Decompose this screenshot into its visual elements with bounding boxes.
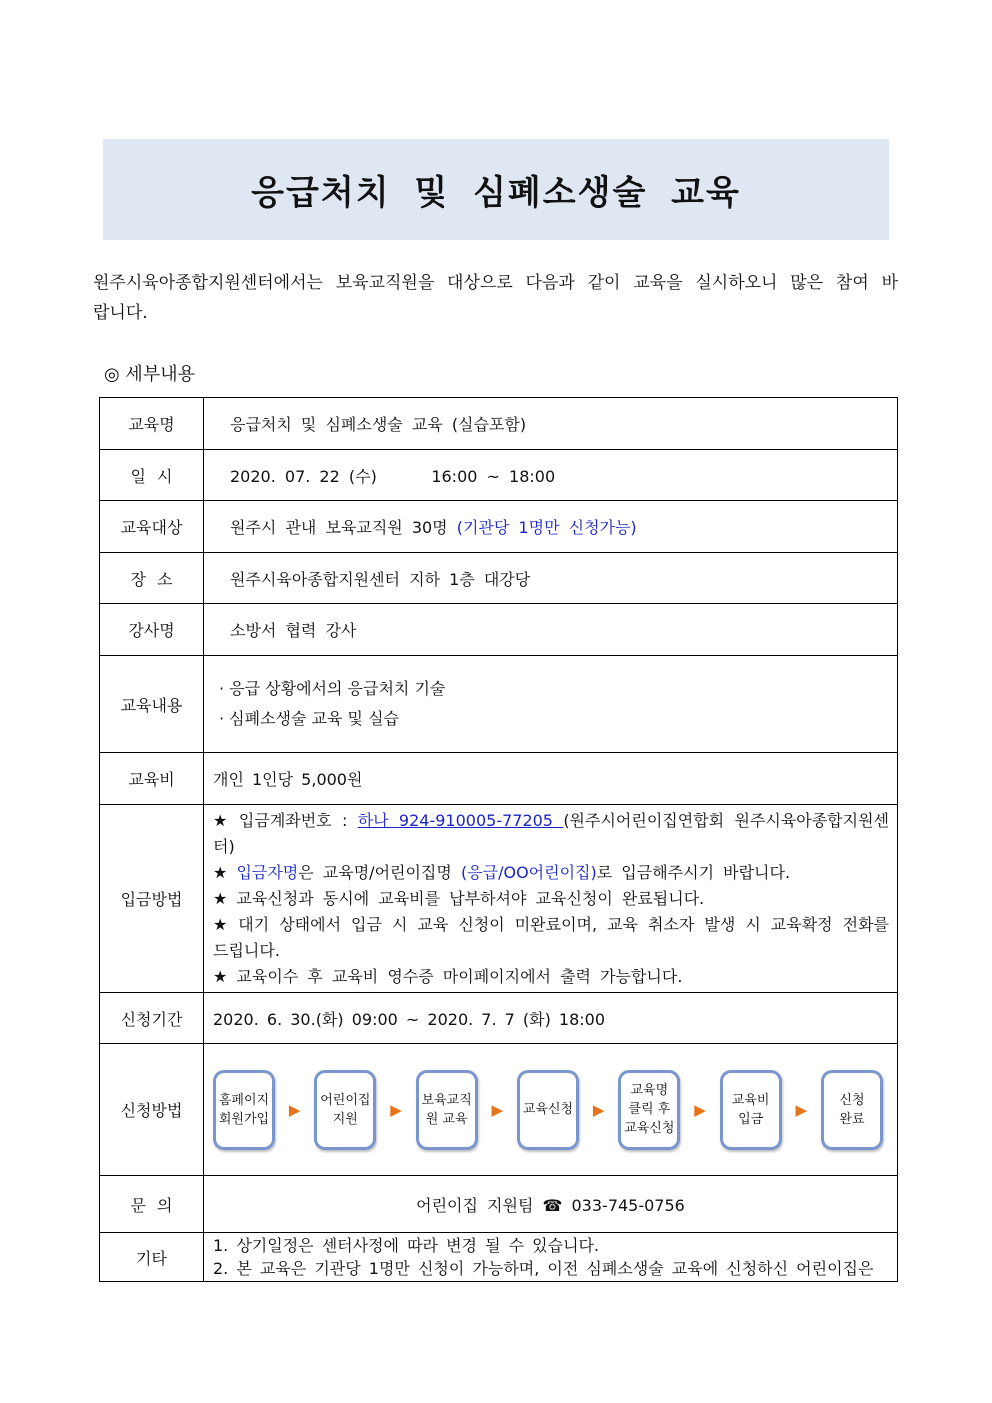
step-complete [821, 1070, 883, 1150]
value-target [204, 501, 898, 553]
row-course-name [100, 398, 898, 450]
details-table [99, 397, 898, 1282]
value-payment [204, 805, 898, 993]
payment-line-3: ★ 교육신청과 동시에 교육비를 납부하셔야 교육신청이 완료됩니다. [213, 888, 705, 908]
step-text: 교육신청 [522, 1102, 574, 1117]
value-period: 2020. 6. 30.(화) 09:00 ~ 2020. 7. 7 (화) 18:00 [204, 993, 898, 1044]
payment-depositor-line [213, 860, 889, 886]
step-text: 교육명 [630, 1083, 669, 1098]
etc-line: 2. 본 교육은 기관당 1명만 신청이 가능하며, 이전 심폐소생술 교육에 신청하신 어린이집은 [213, 1259, 874, 1278]
etc-line: 1. 상기일정은 센터사정에 따라 변경 될 수 있습니다. [213, 1236, 600, 1255]
page-title: 응급처치 및 심폐소생술 교육 [251, 173, 741, 213]
label-etc: 기타 [100, 1233, 204, 1282]
arrow-icon: ▶ [288, 1100, 301, 1119]
target-text: 원주시 관내 보육교직원 30명 [230, 518, 457, 537]
step-click-course [618, 1070, 680, 1150]
row-etc [100, 1233, 898, 1282]
payment-account-line [213, 808, 889, 860]
step-homepage-signup [213, 1070, 275, 1150]
title-banner [103, 139, 889, 240]
row-place [100, 553, 898, 604]
account-link[interactable]: 하나 924-910005-77205 [357, 810, 564, 830]
label-content: 교육내용 [100, 656, 204, 753]
payment-line-5: ★ 교육이수 후 교육비 영수증 마이페이지에서 출력 가능합니다. [213, 966, 683, 986]
arrow-icon: ▶ [592, 1100, 605, 1119]
intro-text: 원주시육아종합지원센터에서는 보육교직원을 대상으로 다음과 같이 교육을 실시하오니 많은 참여 바랍니다. [93, 273, 898, 323]
row-fee [100, 753, 898, 805]
row-method [100, 1044, 898, 1176]
account-prefix: ★ 입금계좌번호 : [213, 810, 358, 830]
arrow-icon: ▶ [390, 1100, 402, 1119]
value-etc [204, 1233, 898, 1282]
step-apply-education [517, 1070, 579, 1150]
step-text: 회원가입 [218, 1111, 270, 1127]
label-method: 신청방법 [100, 1044, 204, 1176]
depositor-mid: 은 교육명/어린이집명 [298, 862, 461, 882]
step-text: 홈페이지 [218, 1092, 270, 1108]
value-fee: 개인 1인당 5,000원 [204, 753, 898, 805]
value-content [204, 656, 898, 753]
label-date: 일 시 [100, 450, 204, 501]
row-period [100, 993, 898, 1044]
row-date [100, 450, 898, 501]
step-text: 교육비 [731, 1092, 770, 1108]
step-text: 교육신청 [624, 1121, 675, 1136]
row-target [100, 501, 898, 553]
arrow-icon: ▶ [694, 1100, 706, 1119]
label-target: 교육대상 [100, 501, 204, 553]
row-content [100, 656, 898, 753]
arrow-icon: ▶ [795, 1100, 808, 1119]
depositor-example: (응급/OO어린이집) [460, 862, 597, 882]
step-text: 원 교육 [425, 1111, 468, 1127]
label-place: 장 소 [100, 553, 204, 604]
label-contact: 문 의 [100, 1176, 204, 1233]
step-pay-fee [720, 1070, 782, 1150]
target-highlight: (기관당 1명만 신청가능) [456, 518, 637, 537]
row-payment [100, 805, 898, 993]
value-course-name: 응급처치 및 심폐소생술 교육 (실습포함) [204, 398, 898, 450]
value-place: 원주시육아종합지원센터 지하 1층 대강당 [204, 553, 898, 604]
row-contact [100, 1176, 898, 1233]
step-text: 완료 [839, 1111, 865, 1127]
depositor-name-label: 입금자명 [236, 862, 299, 882]
payment-line-4: ★ 대기 상태에서 입금 시 교육 신청이 미완료이며, 교육 취소자 발생 시 교육확정 전화를 드립니다. [213, 914, 889, 960]
section-title: ◎ 세부내용 [104, 364, 195, 385]
step-text: 지원 [332, 1111, 358, 1127]
value-method [204, 1044, 898, 1176]
step-text: 보육교직 [421, 1092, 472, 1108]
content-item: · 심폐소생술 교육 및 실습 [219, 709, 399, 728]
value-instructor: 소방서 협력 강사 [204, 604, 898, 656]
step-staff-education [416, 1070, 478, 1150]
step-text: 클릭 후 [628, 1102, 671, 1117]
value-date: 2020. 07. 22 (수) 16:00 ~ 18:00 [204, 450, 898, 501]
value-contact: 어린이집 지원팀 ☎ 033-745-0756 [204, 1176, 898, 1233]
row-instructor [100, 604, 898, 656]
depositor-suffix: 로 입금해주시기 바랍니다. [596, 862, 791, 882]
step-daycare-support [314, 1070, 376, 1150]
label-period: 신청기간 [100, 993, 204, 1044]
step-text: 어린이집 [320, 1092, 371, 1108]
depositor-prefix: ★ [213, 862, 237, 882]
label-instructor: 강사명 [100, 604, 204, 656]
account-suffix: (원주시어린이집연합회 원주시육아종합지원센터) [213, 810, 889, 856]
label-fee: 교육비 [100, 753, 204, 805]
label-course-name: 교육명 [100, 398, 204, 450]
step-text: 입금 [738, 1111, 764, 1127]
application-flow [205, 1070, 896, 1150]
label-payment: 입금방법 [100, 805, 204, 993]
arrow-icon: ▶ [491, 1100, 504, 1119]
content-item: · 응급 상황에서의 응급처치 기술 [219, 679, 446, 698]
step-text: 신청 [839, 1092, 865, 1108]
